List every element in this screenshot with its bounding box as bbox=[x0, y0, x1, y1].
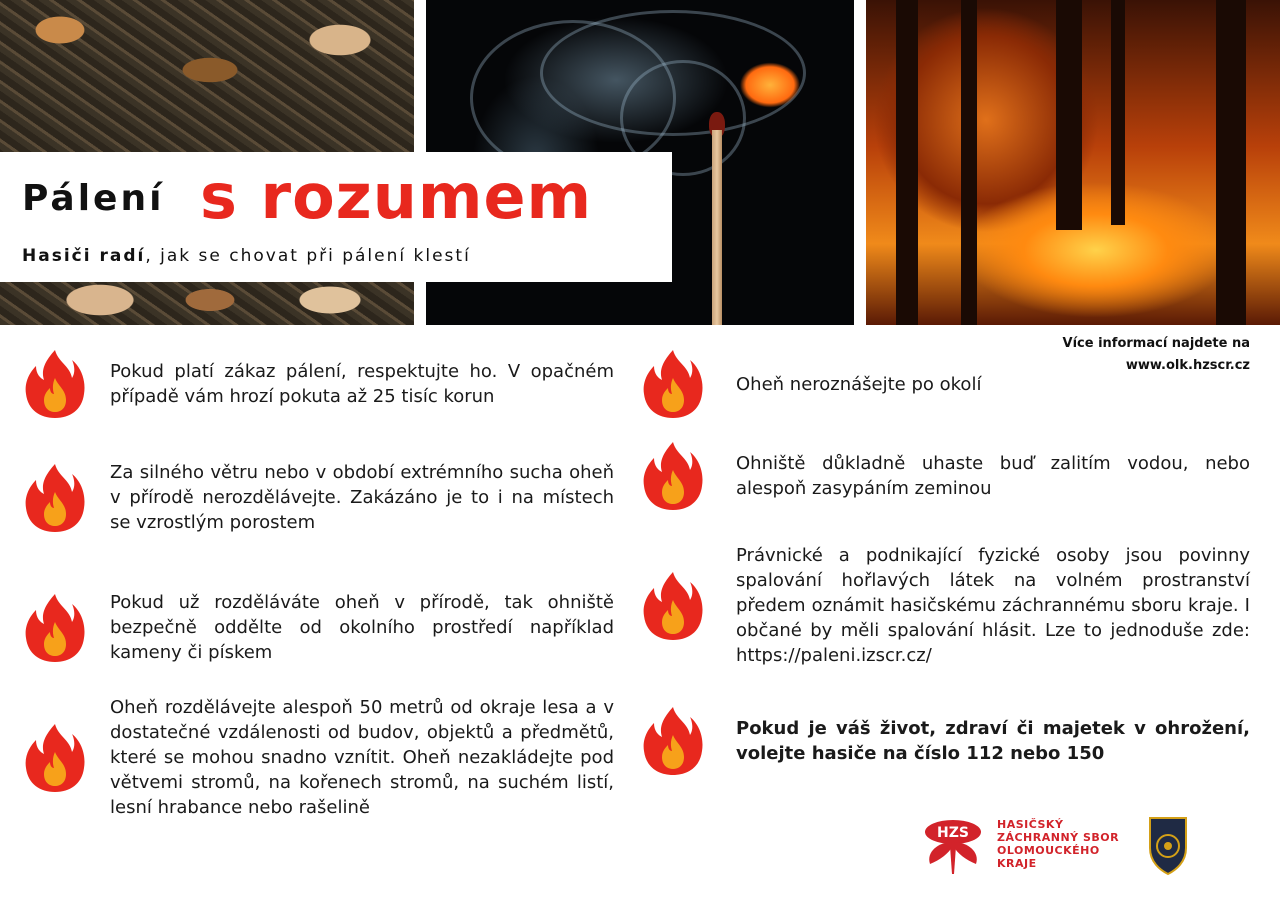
fire-icon bbox=[22, 348, 88, 420]
fire-icon bbox=[640, 705, 706, 777]
title-accent: s rozumem bbox=[200, 160, 593, 233]
tree-trunk bbox=[1056, 0, 1082, 230]
fire-icon bbox=[640, 570, 706, 642]
hzs-org-name bbox=[997, 818, 1119, 870]
fire-icon bbox=[22, 462, 88, 534]
tip-text: Pokud platí zákaz pálení, respektujte ho. V opačném případě vám hrozí pokuta až 25 tisíc korun bbox=[110, 361, 614, 407]
org-line: ZÁCHRANNÝ SBOR bbox=[997, 831, 1120, 844]
crest-badge-icon bbox=[1146, 814, 1190, 876]
tip-item bbox=[22, 695, 614, 820]
tip-item bbox=[640, 543, 1250, 668]
org-line: KRAJE bbox=[997, 857, 1037, 870]
tip-item bbox=[22, 348, 614, 420]
emergency-text: Pokud je váš život, zdraví či majetek v ohrožení, volejte hasiče na číslo 112 nebo 150 bbox=[736, 718, 1250, 764]
subtitle bbox=[22, 246, 471, 266]
hzs-emblem-icon bbox=[918, 812, 988, 878]
tip-item bbox=[640, 348, 1250, 420]
subtitle-bold: Hasiči radí bbox=[22, 246, 146, 266]
tip-text: Oheň rozdělávejte alespoň 50 metrů od okraje lesa a v dostatečné vzdálenosti od budov, objektů a předmětů, které se mohou snadno vznítit. Oheň nezakládejte pod větvemi stromů, na kořenech stromů, na suchém listí, lesní hrabance nebo rašelině bbox=[110, 697, 614, 818]
forest-fire-photo bbox=[866, 0, 1280, 325]
title-plain: Pálení bbox=[22, 178, 165, 219]
org-line: OLOMOUCKÉHO bbox=[997, 844, 1100, 857]
fire-icon bbox=[22, 592, 88, 664]
match-flame bbox=[730, 40, 810, 120]
subtitle-rest: , jak se chovat při pálení klestí bbox=[145, 246, 471, 266]
more-info-line: Více informací najdete na bbox=[1062, 336, 1250, 351]
match-stick bbox=[712, 130, 722, 325]
tree-trunk bbox=[1216, 0, 1246, 325]
tip-text: Právnické a podnikající fyzické osoby jsou povinny spalování hořlavých látek na volném prostranství předem oznámit hasičskému záchrannému sboru kraje. I občané by měli spalování hlásit. Lze to jednoduše zde: https://paleni.izscr.cz/ bbox=[736, 545, 1250, 666]
tip-text: Za silného větru nebo v období extrémního sucha oheň v přírodě nerozdělávejte. Zakázáno je to i na místech se vzrostlým porostem bbox=[110, 462, 614, 533]
tree-trunk bbox=[961, 0, 977, 325]
fire-icon bbox=[22, 722, 88, 794]
tip-text: Ohniště důkladně uhaste buď zalitím vodou, nebo alespoň zasypáním zeminou bbox=[736, 453, 1250, 499]
fire-icon bbox=[640, 348, 706, 420]
tip-text: Oheň neroznášejte po okolí bbox=[736, 373, 982, 395]
tip-item bbox=[22, 590, 614, 665]
tip-item bbox=[22, 460, 614, 535]
org-line: HASIČSKÝ bbox=[997, 818, 1064, 831]
tip-text: Pokud už rozděláváte oheň v přírodě, tak ohniště bezpečně oddělte od okolního prostředí například kameny či pískem bbox=[110, 592, 614, 663]
fire-icon bbox=[640, 440, 706, 512]
tip-item bbox=[640, 440, 1250, 512]
hzs-abbr: HZS bbox=[937, 825, 969, 841]
tip-item bbox=[640, 705, 1250, 777]
tree-trunk bbox=[896, 0, 918, 325]
tree-trunk bbox=[1111, 0, 1125, 225]
more-info-url[interactable]: www.olk.hzscr.cz bbox=[1125, 358, 1250, 373]
